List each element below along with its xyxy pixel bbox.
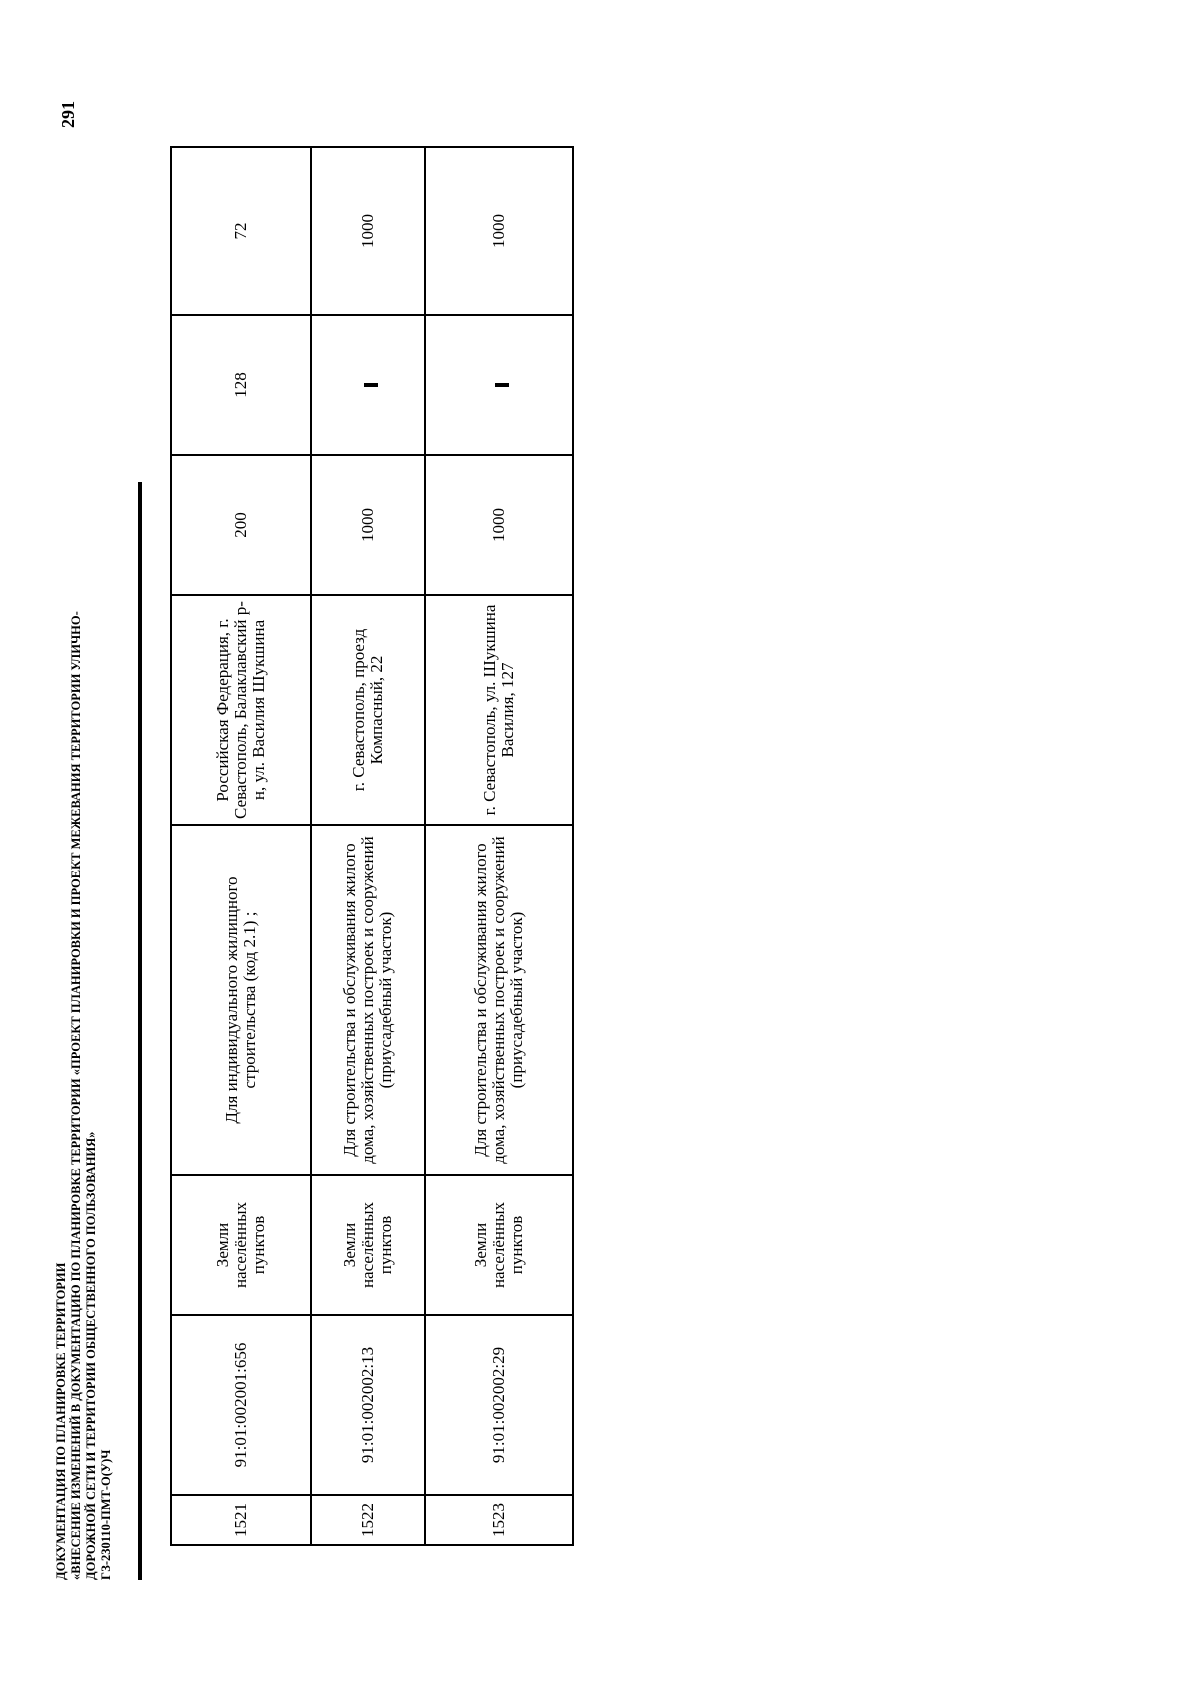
- cell-area-total: 1000: [311, 455, 425, 595]
- parcels-table: [170, 146, 574, 1546]
- cell-area-other: 72: [171, 147, 311, 315]
- cell-area-other: 1000: [425, 147, 573, 315]
- page-number: 291: [58, 101, 78, 128]
- cell-category: Земли населённых пунктов: [171, 1175, 311, 1315]
- dash-mark: [495, 383, 509, 387]
- cell-category: Земли населённых пунктов: [311, 1175, 425, 1315]
- cell-use: Для строительства и обслуживания жилого дома, хозяйственных построек и сооружений (приусадебный участок): [425, 825, 573, 1175]
- dash-mark: [364, 383, 378, 387]
- cell-use: Для индивидуального жилищного строительства (код 2.1) ;: [171, 825, 311, 1175]
- header-line-1: ДОКУМЕНТАЦИЯ ПО ПЛАНИРОВКЕ ТЕРРИТОРИИ: [54, 1262, 68, 1580]
- table-row: [171, 147, 311, 1545]
- header-line-3: ДОРОЖНОЙ СЕТИ И ТЕРРИТОРИИ ОБЩЕСТВЕННОГО ПОЛЬЗОВАНИЯ»: [84, 1131, 98, 1580]
- cell-category: Земли населённых пунктов: [425, 1175, 573, 1315]
- cell-area-other: 1000: [311, 147, 425, 315]
- document-header: [54, 180, 114, 1580]
- header-rule: [138, 482, 142, 1580]
- table-row: [311, 147, 425, 1545]
- cell-cadastral: 91:01:002002:13: [311, 1315, 425, 1495]
- cell-area-part: [425, 315, 573, 455]
- cell-num: 1522: [311, 1495, 425, 1545]
- cell-cadastral: 91:01:002002:29: [425, 1315, 573, 1495]
- header-line-4: ГЗ-230110-ПМТ-О(У)Ч: [99, 1449, 113, 1580]
- cell-num: 1521: [171, 1495, 311, 1545]
- cell-num: 1523: [425, 1495, 573, 1545]
- cell-address: г. Севастополь, ул. Шукшина Василия, 127: [425, 595, 573, 825]
- cell-cadastral: 91:01:002001:656: [171, 1315, 311, 1495]
- cell-use: Для строительства и обслуживания жилого дома, хозяйственных построек и сооружений (приусадебный участок): [311, 825, 425, 1175]
- table-row: [425, 147, 573, 1545]
- cell-address: г. Севастополь, проезд Компасный, 22: [311, 595, 425, 825]
- header-line-2: «ВНЕСЕНИЕ ИЗМЕНЕНИЙ В ДОКУМЕНТАЦИЮ ПО ПЛАНИРОВКЕ ТЕРРИТОРИИ «ПРОЕКТ ПЛАНИРОВКИ И ПРОЕКТ МЕЖЕВАНИЯ ТЕРРИТОРИИ УЛИЧНО-: [69, 611, 83, 1580]
- cell-address: Российская Федерация, г. Севастополь, Балаклавский р-н, ул. Василия Шукшина: [171, 595, 311, 825]
- cell-area-total: 1000: [425, 455, 573, 595]
- cell-area-part: [311, 315, 425, 455]
- cell-area-total: 200: [171, 455, 311, 595]
- cell-area-part: 128: [171, 315, 311, 455]
